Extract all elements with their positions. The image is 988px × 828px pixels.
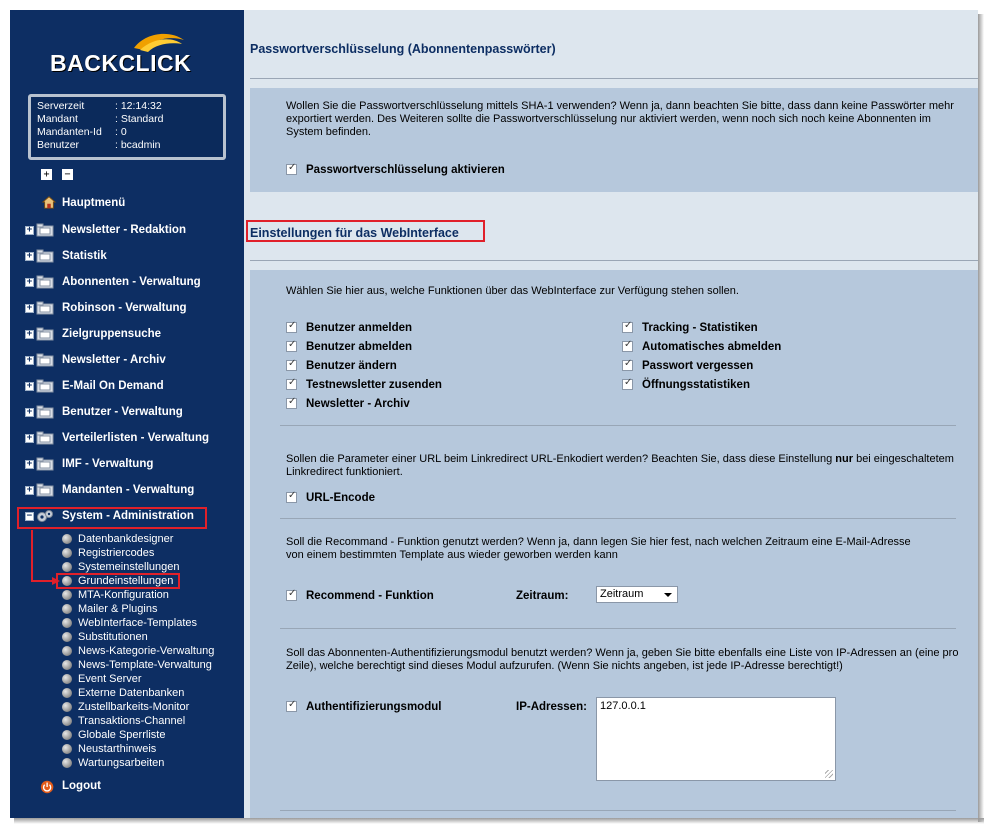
checkbox-tracking-statistiken[interactable] <box>622 322 633 333</box>
checkbox-passwort-vergessen[interactable] <box>622 360 633 371</box>
sidebar <box>10 10 244 818</box>
submenu-item-substitutionen[interactable]: Substitutionen <box>10 630 244 644</box>
bullet-icon <box>62 674 72 684</box>
menu-item-verteilerlisten-verwaltung[interactable]: + Verteilerlisten - Verwaltung <box>26 432 209 444</box>
checkbox-benutzer-abmelden[interactable] <box>286 341 297 352</box>
checkbox-benutzer-aendern[interactable] <box>286 360 297 371</box>
window-shadow <box>978 14 984 822</box>
folder-icon <box>36 379 54 393</box>
bullet-icon <box>62 716 72 726</box>
folder-icon <box>36 483 54 497</box>
menu-item-email-on-demand[interactable]: + E-Mail On Demand <box>26 380 164 392</box>
submenu-item-webinterface-templates[interactable]: WebInterface-Templates <box>10 616 244 630</box>
expand-all-button[interactable]: + <box>41 169 52 180</box>
folder-icon <box>36 301 54 315</box>
folder-icon <box>36 327 54 341</box>
submenu-item-zustellbarkeits-monitor[interactable]: Zustellbarkeits-Monitor <box>10 700 244 714</box>
folder-icon <box>36 457 54 471</box>
bullet-icon <box>62 688 72 698</box>
bullet-icon <box>62 744 72 754</box>
checkbox-recommend[interactable] <box>286 590 297 601</box>
submenu-item-transaktions-channel[interactable]: Transaktions-Channel <box>10 714 244 728</box>
checkbox-oeffnungsstatistiken[interactable] <box>622 379 633 390</box>
info-row: Serverzeit : 12:14:32 <box>37 100 162 112</box>
panel-password <box>250 88 978 192</box>
divider <box>250 78 978 79</box>
recommend-description: Soll die Recommand - Funktion genutzt werden? Wenn ja, dann legen Sie hier fest, nach welchen Zeitraum eine E-Mail-Adresse von einem bestimmten Template aus wieder geworben werden kann <box>286 536 911 561</box>
menu-item-abonnenten-verwaltung[interactable]: + Abonnenten - Verwaltung <box>26 276 201 288</box>
power-icon <box>40 779 56 795</box>
checkbox-label: Passwort vergessen <box>642 360 754 372</box>
expand-icon[interactable]: + <box>26 225 33 235</box>
menu-item-newsletter-redaktion[interactable]: + Newsletter - Redaktion <box>26 224 186 236</box>
checkbox-authentifizierungsmodul[interactable] <box>286 701 297 712</box>
checkbox-label: Recommend - Funktion <box>306 590 434 602</box>
checkbox-label: Newsletter - Archiv <box>306 398 410 410</box>
submenu-item-news-kategorie-verwaltung[interactable]: News-Kategorie-Verwaltung <box>10 644 244 658</box>
checkbox-label: Benutzer abmelden <box>306 341 413 353</box>
submenu-item-mailer-plugins[interactable]: Mailer & Plugins <box>10 602 244 616</box>
checkbox-label: Benutzer ändern <box>306 360 397 372</box>
checkbox-label: Authentifizierungsmodul <box>306 701 442 713</box>
checkbox-label: Tracking - Statistiken <box>642 322 758 334</box>
bullet-icon <box>62 618 72 628</box>
section-title-webinterface: Einstellungen für das WebInterface <box>250 226 459 240</box>
auth-description: Soll das Abonnenten-Authentifizierungsmodul benutzt werden? Wenn ja, geben Sie bitte ebenfalls eine Liste von IP-Adressen an (eine pro Zeile), welche berechtigt sind dieses Modul aufzurufen. (Wenn Sie nichts angeben, ist jede IP-Adresse berechtigt!) <box>286 647 959 672</box>
brand-name: BACKCLICK <box>50 50 192 76</box>
menu-item-mandanten-verwaltung[interactable]: + Mandanten - Verwaltung <box>26 484 195 496</box>
folder-icon <box>36 431 54 445</box>
password-description: Wollen Sie die Passwortverschlüsselung mittels SHA-1 verwenden? Wenn ja, dann beachten Sie bitte, dass dann keine Passwörter mehr exportiert werden. Des Weiteren sollte die Passwortverschlüsselung nur aktiviert werden, wenn noch sich noch keine Abonnenten im System befinden. <box>286 100 954 138</box>
separator <box>280 810 956 811</box>
bullet-icon <box>62 758 72 768</box>
window-shadow <box>14 818 984 824</box>
submenu-item-mta-konfiguration[interactable]: MTA-Konfiguration <box>10 588 244 602</box>
menu-item-benutzer-verwaltung[interactable]: + Benutzer - Verwaltung <box>26 406 183 418</box>
bullet-icon <box>62 562 72 572</box>
expand-icon[interactable]: + <box>26 355 33 365</box>
menu-item-imf-verwaltung[interactable]: + IMF - Verwaltung <box>26 458 154 470</box>
folder-icon <box>36 223 54 237</box>
resize-grip-icon[interactable] <box>825 770 833 778</box>
info-row: Mandanten-Id : 0 <box>37 126 127 138</box>
logout-link[interactable]: Logout <box>10 777 244 797</box>
checkbox-benutzer-anmelden[interactable] <box>286 322 297 333</box>
checkbox-newsletter-archiv[interactable] <box>286 398 297 409</box>
checkbox-label: URL-Encode <box>306 492 375 504</box>
folder-icon <box>36 275 54 289</box>
submenu-item-news-template-verwaltung[interactable]: News-Template-Verwaltung <box>10 658 244 672</box>
expand-icon[interactable]: + <box>26 381 33 391</box>
checkbox-password-encryption[interactable] <box>286 164 297 175</box>
panel-webinterface <box>250 270 978 818</box>
folder-icon <box>36 353 54 367</box>
submenu-item-neustarthinweis[interactable]: Neustarthinweis <box>10 742 244 756</box>
menu-item-system-administration[interactable]: − System - Administration <box>26 510 194 522</box>
ip-addresses-textarea[interactable]: 127.0.0.1 <box>596 697 836 781</box>
expand-icon[interactable]: + <box>26 433 33 443</box>
submenu-item-grundeinstellungen[interactable]: Grundeinstellungen <box>10 574 244 588</box>
main-content <box>244 10 978 818</box>
bullet-icon <box>62 702 72 712</box>
url-encode-description: Sollen die Parameter einer URL beim Linkredirect URL-Enkodiert werden? Beachten Sie, dass diese Einstellung nur bei eingeschaltetem Linkredirect funktioniert. <box>286 453 954 478</box>
info-row: Mandant : Standard <box>37 113 164 125</box>
home-icon <box>40 195 58 209</box>
expand-icon[interactable]: + <box>26 277 33 287</box>
submenu-item-wartungsarbeiten[interactable]: Wartungsarbeiten <box>10 756 244 770</box>
info-row: Benutzer : bcadmin <box>37 139 161 151</box>
expand-icon[interactable]: + <box>26 485 33 495</box>
session-info-box <box>28 94 226 160</box>
annotation-arrow-icon <box>26 528 62 586</box>
expand-icon[interactable]: + <box>26 329 33 339</box>
bullet-icon <box>62 534 72 544</box>
app-window <box>10 10 978 818</box>
menu-item-zielgruppensuche[interactable]: + Zielgruppensuche <box>26 328 162 340</box>
expand-icon[interactable]: + <box>26 251 33 261</box>
section-title-password: Passwortverschlüsselung (Abonnentenpasswörter) <box>250 42 556 56</box>
bullet-icon <box>62 632 72 642</box>
menu-item-statistik[interactable]: + Statistik <box>26 250 107 262</box>
separator <box>280 518 956 519</box>
ip-addresses-label: IP-Adressen: <box>516 701 587 713</box>
webinterface-intro: Wählen Sie hier aus, welche Funktionen über das WebInterface zur Verfügung stehen sollen. <box>286 285 739 297</box>
submenu-item-event-server[interactable]: Event Server <box>10 672 244 686</box>
checkbox-label: Benutzer anmelden <box>306 322 413 334</box>
submenu-item-systemeinstellungen[interactable]: Systemeinstellungen <box>10 560 244 574</box>
checkbox-automatisches-abmelden[interactable] <box>622 341 633 352</box>
chevron-down-icon <box>664 593 672 597</box>
expand-icon[interactable]: + <box>26 459 33 469</box>
expand-icon[interactable]: + <box>26 303 33 313</box>
bullet-icon <box>62 646 72 656</box>
period-label: Zeitraum: <box>516 590 569 602</box>
bullet-icon <box>62 576 72 586</box>
folder-icon <box>36 249 54 263</box>
checkbox-label: Testnewsletter zusenden <box>306 379 442 391</box>
bullet-icon <box>62 604 72 614</box>
menu-item-home[interactable]: Hauptmenü <box>10 194 244 214</box>
tree-toggles <box>41 169 73 180</box>
separator <box>280 628 956 629</box>
bullet-icon <box>62 590 72 600</box>
checkbox-label: Automatisches abmelden <box>642 341 782 353</box>
submenu-item-globale-sperrliste[interactable]: Globale Sperrliste <box>10 728 244 742</box>
checkbox-url-encode[interactable] <box>286 492 297 503</box>
submenu-item-datenbankdesigner[interactable]: Datenbankdesigner <box>10 532 244 546</box>
checkbox-label: Öffnungsstatistiken <box>642 379 750 391</box>
separator <box>280 425 956 426</box>
gears-icon <box>36 509 54 523</box>
divider <box>250 260 978 261</box>
bullet-icon <box>62 660 72 670</box>
menu-item-newsletter-archiv[interactable]: + Newsletter - Archiv <box>26 354 166 366</box>
folder-icon <box>36 405 54 419</box>
brand-logo[interactable] <box>48 30 208 80</box>
menu-item-robinson-verwaltung[interactable]: + Robinson - Verwaltung <box>26 302 187 314</box>
collapse-all-button[interactable]: − <box>62 169 73 180</box>
submenu-item-registriercodes[interactable]: Registriercodes <box>10 546 244 560</box>
expand-icon[interactable]: + <box>26 407 33 417</box>
bullet-icon <box>62 548 72 558</box>
period-select[interactable]: Zeitraum <box>596 586 678 603</box>
collapse-icon[interactable]: − <box>26 511 33 521</box>
checkbox-label: Passwortverschlüsselung aktivieren <box>306 164 505 176</box>
checkbox-testnewsletter[interactable] <box>286 379 297 390</box>
bullet-icon <box>62 730 72 740</box>
submenu-item-externe-datenbanken[interactable]: Externe Datenbanken <box>10 686 244 700</box>
